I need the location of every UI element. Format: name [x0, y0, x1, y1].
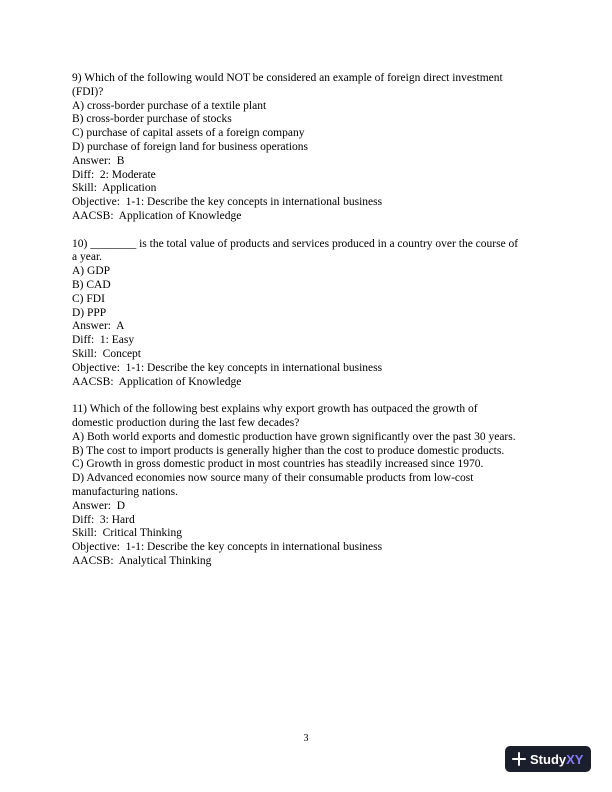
skill: Skill: Critical Thinking — [72, 527, 182, 540]
question-line: 10) ________ is the total value of products and services produced in a country over the course of — [72, 237, 519, 250]
aacsb: AACSB: Analytical Thinking — [72, 554, 212, 567]
studyxy-badge[interactable] — [505, 746, 591, 772]
option-a: A) GDP — [72, 265, 111, 278]
option-c: C) Growth in gross domestic product in most countries has steadily increased since 1970. — [72, 458, 484, 471]
option-d: D) purchase of foreign land for business operations — [72, 140, 309, 153]
option-b: B) cross-border purchase of stocks — [72, 113, 232, 126]
aacsb: AACSB: Application of Knowledge — [72, 209, 242, 222]
difficulty: Diff: 1: Easy — [72, 334, 135, 347]
skill: Skill: Application — [72, 182, 157, 195]
option-b: B) The cost to import products is generally higher than the cost to produce domestic products. — [72, 444, 505, 457]
document-body — [72, 72, 542, 582]
aacsb: AACSB: Application of Knowledge — [72, 375, 242, 388]
objective: Objective: 1-1: Describe the key concepts in international business — [72, 196, 383, 209]
question-9 — [72, 72, 542, 224]
question-line: 9) Which of the following would NOT be considered an example of foreign direct investment — [72, 72, 503, 84]
question-11 — [72, 403, 542, 569]
answer: Answer: B — [72, 154, 125, 167]
difficulty: Diff: 2: Moderate — [72, 168, 156, 181]
brand-primary: Study — [530, 751, 567, 767]
option-c: C) purchase of capital assets of a foreign company — [72, 127, 305, 140]
answer: Answer: D — [72, 499, 126, 512]
objective: Objective: 1-1: Describe the key concepts in international business — [72, 541, 383, 554]
objective: Objective: 1-1: Describe the key concepts in international business — [72, 361, 383, 374]
question-line: 11) Which of the following best explains why export growth has outpaced the growth of — [72, 403, 478, 416]
option-d-continued: manufacturing nations. — [72, 485, 179, 498]
option-a: A) cross-border purchase of a textile plant — [72, 99, 267, 112]
answer: Answer: A — [72, 320, 125, 333]
skill: Skill: Concept — [72, 347, 141, 360]
option-c: C) FDI — [72, 292, 105, 305]
question-line: a year. — [72, 251, 103, 264]
option-b: B) CAD — [72, 278, 111, 291]
option-d: D) PPP — [72, 306, 107, 319]
plus-icon — [512, 752, 526, 766]
question-10 — [72, 238, 542, 390]
difficulty: Diff: 3: Hard — [72, 513, 135, 526]
brand-accent: XY — [566, 751, 584, 767]
option-a: A) Both world exports and domestic production have grown significantly over the past 30 years. — [72, 430, 516, 443]
page-number: 3 — [303, 733, 309, 744]
question-line: domestic production during the last few decades? — [72, 416, 300, 429]
question-line: (FDI)? — [72, 85, 104, 98]
option-d: D) Advanced economies now source many of their consumable products from low-cost — [72, 472, 474, 485]
